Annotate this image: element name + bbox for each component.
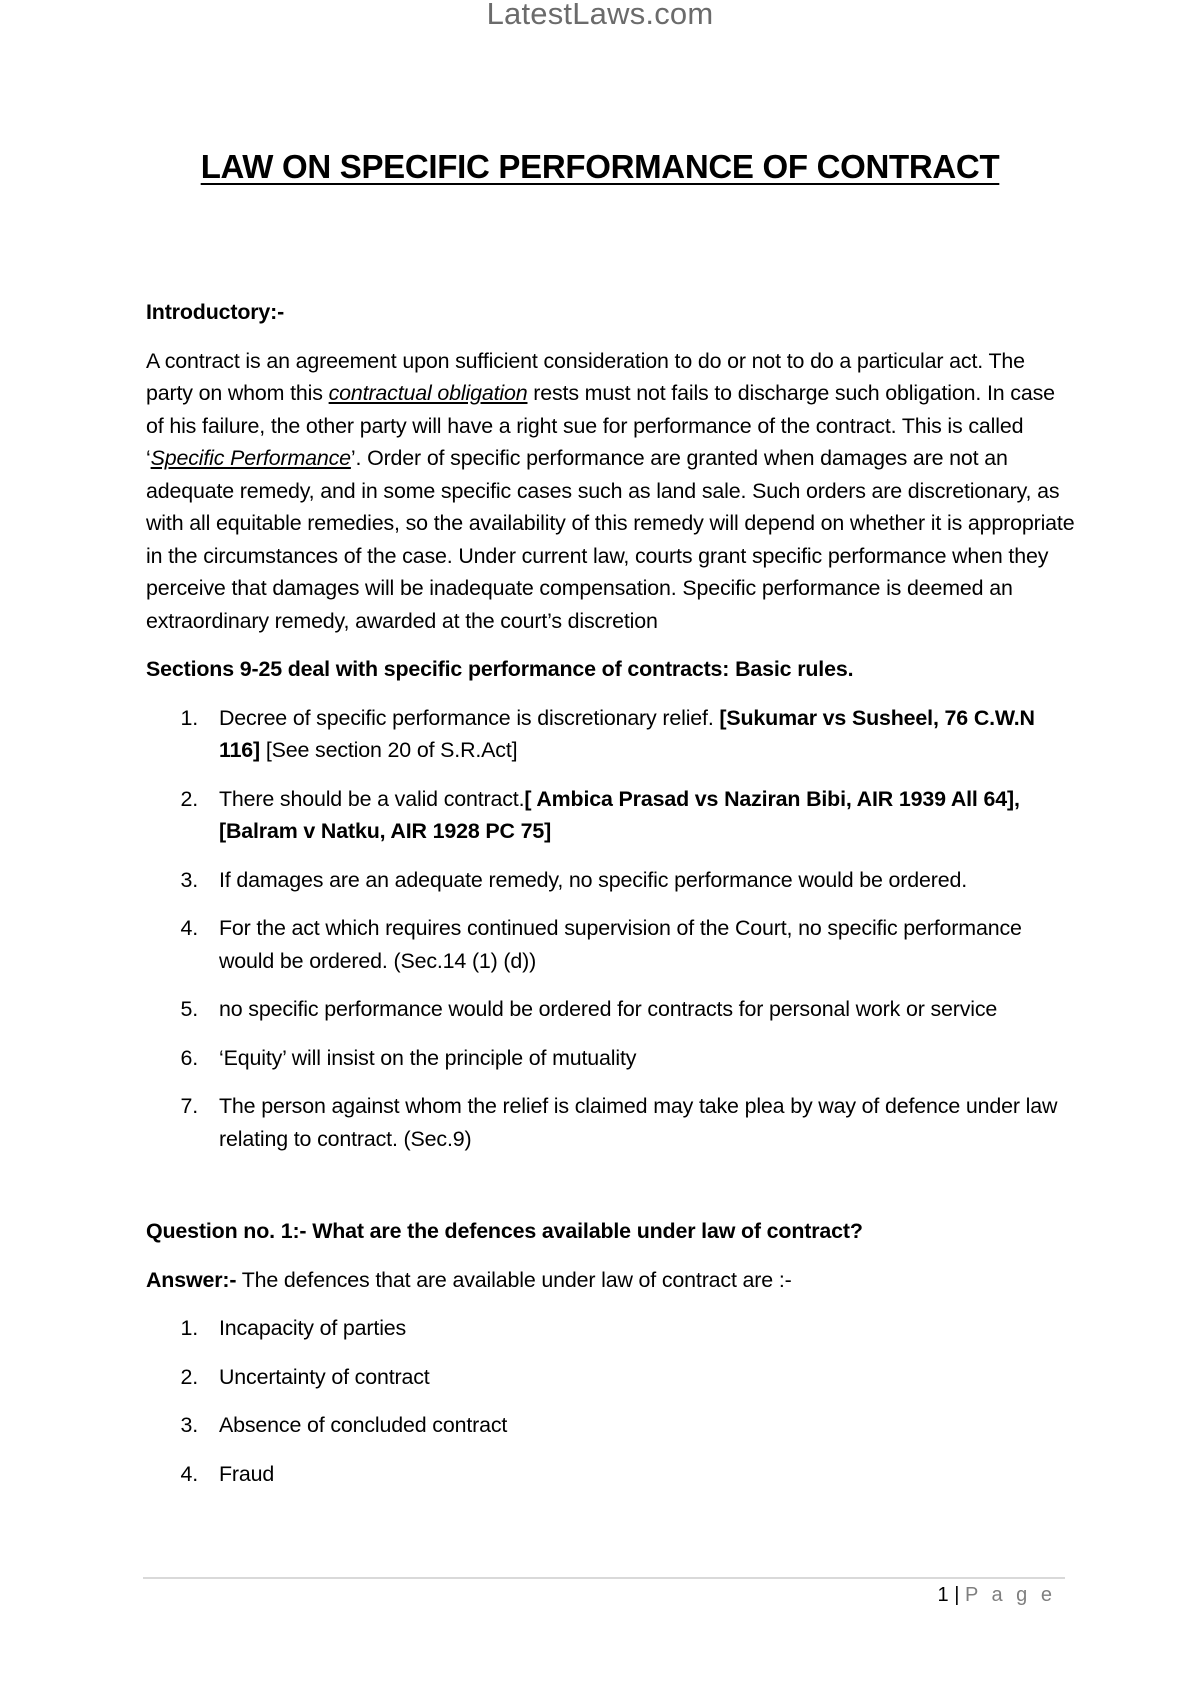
list-item — [146, 1042, 1076, 1075]
list-item — [146, 1361, 1076, 1394]
defences-list — [146, 1312, 1076, 1490]
footer-divider — [143, 1577, 1065, 1579]
list-item-text: Decree of specific performance is discretionary relief. — [219, 705, 720, 730]
intro-text-3: ’. Order of specific performance are granted when damages are not an adequate remedy, and in some specific cases such as land sale. Such orders are discretionary, as with all equitable remedies, so the availability of this remedy will depend on whether it is appropriate in the circumstances of the case. Under current law, courts grant specific performance when they perceive that damages will be inadequate compensation. Specific performance is deemed an extraordinary remedy, awarded at the court’s discretion — [146, 446, 1075, 633]
list-item-text: If damages are an adequate remedy, no specific performance would be ordered. — [219, 867, 968, 892]
list-number: 2. — [180, 1364, 198, 1389]
list-item-text: Fraud — [219, 1461, 275, 1486]
list-item — [146, 993, 1076, 1026]
list-number: 7. — [180, 1094, 198, 1118]
list-item — [146, 1090, 1076, 1155]
intro-text-1: A contract is an agreement upon sufficient consideration to do or not to do a particular act. The party on whom this — [146, 348, 1025, 405]
case-citation: [ Ambica Prasad vs Naziran Bibi, AIR 1939 All 64], [Balram v Natku, AIR 1928 PC 75] — [219, 786, 1020, 843]
document-body — [146, 296, 1076, 1506]
list-item-note: [See section 20 of S.R.Act] — [260, 738, 518, 762]
list-item-text: ‘Equity’ will insist on the principle of mutuality — [219, 1045, 637, 1070]
sections-heading: Sections 9-25 deal with specific performance of contracts: Basic rules. — [146, 657, 854, 681]
document-title: LAW ON SPECIFIC PERFORMANCE OF CONTRACT — [200, 148, 1000, 185]
question-heading: Question no. 1:- What are the defences available under law of contract? — [146, 1219, 863, 1243]
list-item-text: Absence of concluded contract — [219, 1413, 508, 1437]
basic-rules-list — [146, 702, 1076, 1156]
list-item-text: Uncertainty of contract — [219, 1364, 430, 1389]
list-item — [146, 912, 1076, 977]
list-item — [146, 1458, 1076, 1491]
list-number: 6. — [180, 1045, 198, 1070]
footer-separator: | — [954, 1584, 960, 1606]
list-item-text: There should be a valid contract. — [219, 786, 525, 811]
list-item-text: The person against whom the relief is claimed may take plea by way of defence under law relating to contract. (Sec.9) — [219, 1094, 1058, 1151]
intro-text-2: rests must not fails to discharge such obligation. In case of his failure, the other party will have a right sue for performance of the contract. This is called ‘ — [146, 381, 1055, 470]
intro-heading: Introductory:- — [146, 300, 285, 324]
page-footer — [938, 1584, 1056, 1607]
page-number: 1 — [937, 1584, 949, 1606]
list-item-text: no specific performance would be ordered for contracts for personal work or service — [219, 997, 998, 1021]
intro-paragraph — [146, 345, 1076, 638]
answer-label: Answer:- — [146, 1267, 237, 1292]
case-citation: [Sukumar vs Susheel, 76 C.W.N 116] — [219, 705, 1035, 762]
term-contractual-obligation: contractual obligation — [328, 381, 528, 405]
term-specific-performance: Specific Performance — [150, 446, 351, 470]
list-item — [146, 1312, 1076, 1345]
list-number: 2. — [180, 786, 198, 811]
list-number: 4. — [180, 1461, 198, 1486]
list-number: 5. — [180, 997, 198, 1021]
list-item-text: For the act which requires continued supervision of the Court, no specific performance would be ordered. (Sec.14 (1) (d)) — [219, 916, 1022, 973]
watermark: LatestLaws.com — [486, 0, 714, 31]
list-item — [146, 1409, 1076, 1442]
list-number: 3. — [180, 1413, 198, 1437]
list-item-text: Incapacity of parties — [219, 1316, 407, 1340]
list-number: 1. — [180, 1316, 198, 1340]
answer-paragraph — [146, 1264, 1076, 1297]
list-number: 3. — [180, 867, 198, 892]
answer-text: The defences that are available under law of contract are :- — [236, 1267, 792, 1292]
list-number: 4. — [180, 916, 198, 940]
list-item — [146, 783, 1076, 848]
page-label: P a g e — [964, 1584, 1056, 1606]
list-item — [146, 702, 1076, 767]
list-number: 1. — [180, 705, 198, 730]
list-item — [146, 864, 1076, 897]
